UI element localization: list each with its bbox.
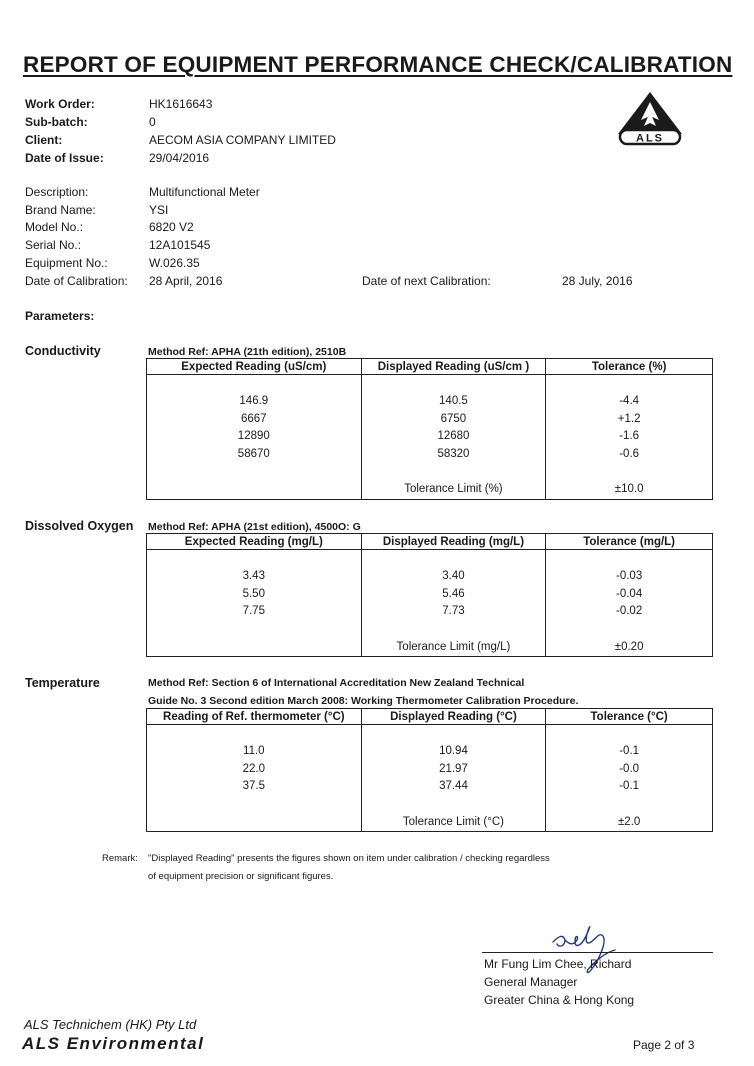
tolerance-value: -0.04 xyxy=(616,587,643,600)
tolerance-column xyxy=(546,375,713,500)
expected-value: 11.0 xyxy=(243,745,265,757)
conductivity-table xyxy=(146,358,713,500)
expected-value: 5.50 xyxy=(242,587,265,600)
work-order-value: HK1616643 xyxy=(149,97,213,111)
serial-value: 12A101545 xyxy=(149,238,211,252)
model-value: 6820 V2 xyxy=(149,220,194,234)
expected-value: 12890 xyxy=(237,430,270,442)
remark-label: Remark: xyxy=(102,853,138,864)
column-header: Displayed Reading (°C) xyxy=(361,709,546,725)
calibration-date-label: Date of Calibration: xyxy=(25,274,128,288)
footer-company: ALS Technichem (HK) Pty Ltd xyxy=(24,1017,197,1032)
temperature-method-line2: Guide No. 3 Second edition March 2008: Working Thermometer Calibration Procedure. xyxy=(148,695,579,707)
parameters-label: Parameters: xyxy=(25,309,95,323)
next-calibration-label: Date of next Calibration: xyxy=(362,274,491,288)
handwritten-signature xyxy=(545,920,625,980)
tolerance-value: -1.6 xyxy=(619,430,640,442)
tolerance-value: +1.2 xyxy=(617,412,641,425)
dissolved-oxygen-method: Method Ref: APHA (21st edition), 4500O: G xyxy=(148,521,361,533)
date-of-issue-value: 29/04/2016 xyxy=(149,151,210,165)
expected-value: 58670 xyxy=(237,447,270,460)
client-label: Client: xyxy=(25,133,63,147)
sub-batch-value: 0 xyxy=(149,115,156,129)
model-label: Model No.: xyxy=(25,220,84,234)
signatory-title: General Manager xyxy=(484,975,578,989)
equipment-no-label: Equipment No.: xyxy=(25,256,108,270)
displayed-value: 58320 xyxy=(437,447,470,460)
temperature-table xyxy=(146,708,713,832)
tolerance-value: -0.1 xyxy=(619,745,640,757)
displayed-value: 6750 xyxy=(440,412,467,425)
displayed-value: 10.94 xyxy=(439,745,468,757)
tolerance-column xyxy=(546,725,713,832)
temperature-label: Temperature xyxy=(25,676,100,690)
remark-line1: "Displayed Reading" presents the figures shown on item under calibration / checking regardless xyxy=(148,853,550,864)
column-header: Expected Reading (uS/cm) xyxy=(147,359,362,375)
signature-line xyxy=(482,952,713,953)
description-value: Multifunctional Meter xyxy=(149,185,260,199)
tolerance-limit-label: Tolerance Limit (°C) xyxy=(402,815,504,828)
displayed-value: 140.5 xyxy=(439,395,468,407)
brand-value: YSI xyxy=(149,203,169,217)
tolerance-value: -0.6 xyxy=(619,447,640,460)
date-of-issue-label: Date of Issue: xyxy=(25,151,104,165)
signatory-name: Mr Fung Lim Chee, Richard xyxy=(484,957,632,971)
expected-value: 37.5 xyxy=(242,780,265,792)
expected-column xyxy=(147,725,362,832)
displayed-value: 3.40 xyxy=(442,570,465,582)
column-header: Tolerance (mg/L) xyxy=(546,534,713,550)
tolerance-value: -0.0 xyxy=(619,762,640,775)
calibration-date-value: 28 April, 2016 xyxy=(149,274,223,288)
tolerance-limit-label: Tolerance Limit (%) xyxy=(404,483,503,495)
als-logo xyxy=(614,90,686,148)
displayed-value: 5.46 xyxy=(442,587,465,600)
expected-value: 7.75 xyxy=(242,605,265,617)
tolerance-limit-label: Tolerance Limit (mg/L) xyxy=(396,640,511,653)
displayed-value: 37.44 xyxy=(439,780,468,792)
expected-value: 22.0 xyxy=(242,762,265,775)
displayed-column xyxy=(361,725,546,832)
footer-brand: ALS Environmental xyxy=(22,1034,205,1053)
signatory-region: Greater China & Hong Kong xyxy=(484,993,635,1007)
client-value: AECOM ASIA COMPANY LIMITED xyxy=(149,133,336,147)
column-header: Reading of Ref. thermometer (°C) xyxy=(147,709,362,725)
serial-label: Serial No.: xyxy=(25,238,82,252)
temperature-method-line1: Method Ref: Section 6 of International Accreditation New Zealand Technical xyxy=(148,677,525,689)
logo-text: ALS xyxy=(636,132,664,145)
tolerance-value: -0.1 xyxy=(619,780,640,792)
brand-label: Brand Name: xyxy=(25,203,96,217)
sub-batch-label: Sub-batch: xyxy=(25,115,88,129)
tolerance-value: -4.4 xyxy=(619,395,640,407)
column-header: Displayed Reading (uS/cm ) xyxy=(361,359,546,375)
conductivity-method: Method Ref: APHA (21th edition), 2510B xyxy=(148,346,347,358)
page-number: Page 2 of 3 xyxy=(633,1038,695,1052)
tolerance-value: -0.02 xyxy=(616,605,643,617)
expected-column xyxy=(147,550,362,657)
remark-line2: of equipment precision or significant figures. xyxy=(148,871,334,882)
displayed-column xyxy=(361,375,546,500)
column-header: Tolerance (%) xyxy=(546,359,713,375)
tolerance-limit-value: ±2.0 xyxy=(617,815,641,828)
displayed-value: 12680 xyxy=(437,430,470,442)
dissolved-oxygen-table xyxy=(146,533,713,657)
description-label: Description: xyxy=(25,185,89,199)
column-header: Displayed Reading (mg/L) xyxy=(361,534,546,550)
column-header: Tolerance (°C) xyxy=(546,709,713,725)
report-title: REPORT OF EQUIPMENT PERFORMANCE CHECK/CALIBRATION xyxy=(23,52,733,77)
column-header: Expected Reading (mg/L) xyxy=(147,534,362,550)
displayed-column xyxy=(361,550,546,657)
expected-column xyxy=(147,375,362,500)
expected-value: 3.43 xyxy=(242,570,265,582)
work-order-label: Work Order: xyxy=(25,97,95,111)
tolerance-limit-value: ±0.20 xyxy=(614,640,644,653)
conductivity-label: Conductivity xyxy=(25,344,101,358)
tolerance-column xyxy=(546,550,713,657)
expected-value: 6667 xyxy=(241,412,267,425)
equipment-no-value: W.026.35 xyxy=(149,256,200,270)
displayed-value: 7.73 xyxy=(442,605,465,617)
displayed-value: 21.97 xyxy=(439,762,468,775)
tolerance-value: -0.03 xyxy=(616,570,643,582)
expected-value: 146.9 xyxy=(239,395,269,407)
dissolved-oxygen-label: Dissolved Oxygen xyxy=(25,519,134,533)
tolerance-limit-value: ±10.0 xyxy=(614,483,644,495)
next-calibration-value: 28 July, 2016 xyxy=(562,274,633,288)
